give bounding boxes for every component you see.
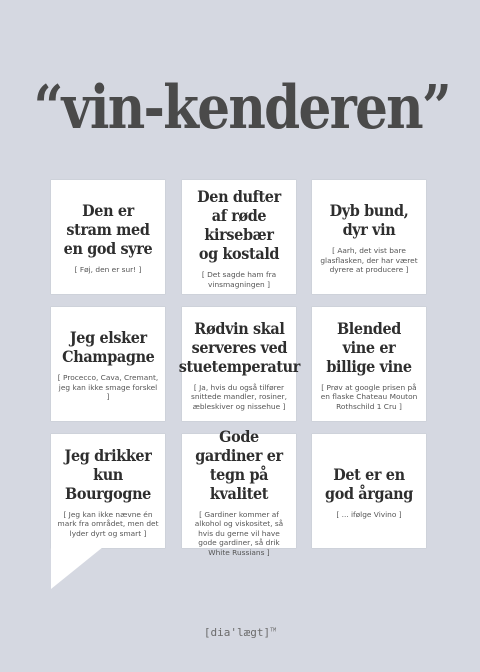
brand-name: [dia'lægt] [203, 626, 271, 639]
quote-heading: Dyb bund, dyr vin [329, 201, 409, 240]
quote-note: [ Procecco, Cava, Cremant, jeg kan ikke smage forskel ] [57, 373, 159, 402]
quote-card [182, 426, 296, 557]
poster-title: “vin-kenderen” [33, 73, 450, 143]
quote-note: [ Aarh, det vist bare glasflasken, der har været dyrere at producere ] [320, 246, 418, 275]
quote-card [178, 307, 300, 421]
quote-card [182, 180, 296, 294]
quote-heading: Det er en god årgang [324, 464, 414, 503]
quote-note: [ Prøv at google prisen på en flaske Chateau Mouton Rothschild 1 Cru ] [320, 382, 418, 411]
trademark-mark: TM [270, 627, 277, 634]
quote-note: [ ... ifølge Vivino ] [336, 509, 402, 519]
speech-bubble-tail [51, 547, 103, 589]
quote-heading: Den dufter af røde kirsebær og kostald [197, 187, 281, 263]
quote-note: [ Jeg kan ikke nævne én mark fra området, men det lyder dyrt og smart ] [57, 509, 159, 538]
quote-note: [ Føj, den er sur! ] [74, 265, 142, 275]
quote-heading: Jeg elsker Champagne [61, 328, 155, 367]
quote-heading: Den er stram med en god syre [63, 201, 153, 259]
quote-heading: Rødvin skal serveres ved stuetemperatur [178, 318, 300, 376]
quote-heading: Gode gardiner er tegn på kvalitet [195, 426, 283, 503]
quote-card [312, 180, 426, 294]
brand-logo [180, 626, 300, 639]
quote-note: [ Gardiner kommer af alkohol og viskositet, så hvis du gerne vil have gode gardiner, så drik White Russians ] [194, 509, 284, 557]
quote-card [51, 307, 165, 421]
quote-heading: Jeg drikker kun Bourgogne [64, 445, 152, 503]
quote-card [312, 434, 426, 548]
quote-card [312, 307, 426, 421]
quote-heading: Blended vine er billige vine [326, 318, 412, 376]
quote-card [51, 180, 165, 294]
quote-card [51, 434, 165, 548]
quote-note: [ Ja, hvis du også tilfører snittede mandler, rosiner, æbleskiver og nissehue ] [191, 382, 287, 411]
quote-note: [ Det sagde ham fra vinsmagningen ] [201, 270, 277, 289]
